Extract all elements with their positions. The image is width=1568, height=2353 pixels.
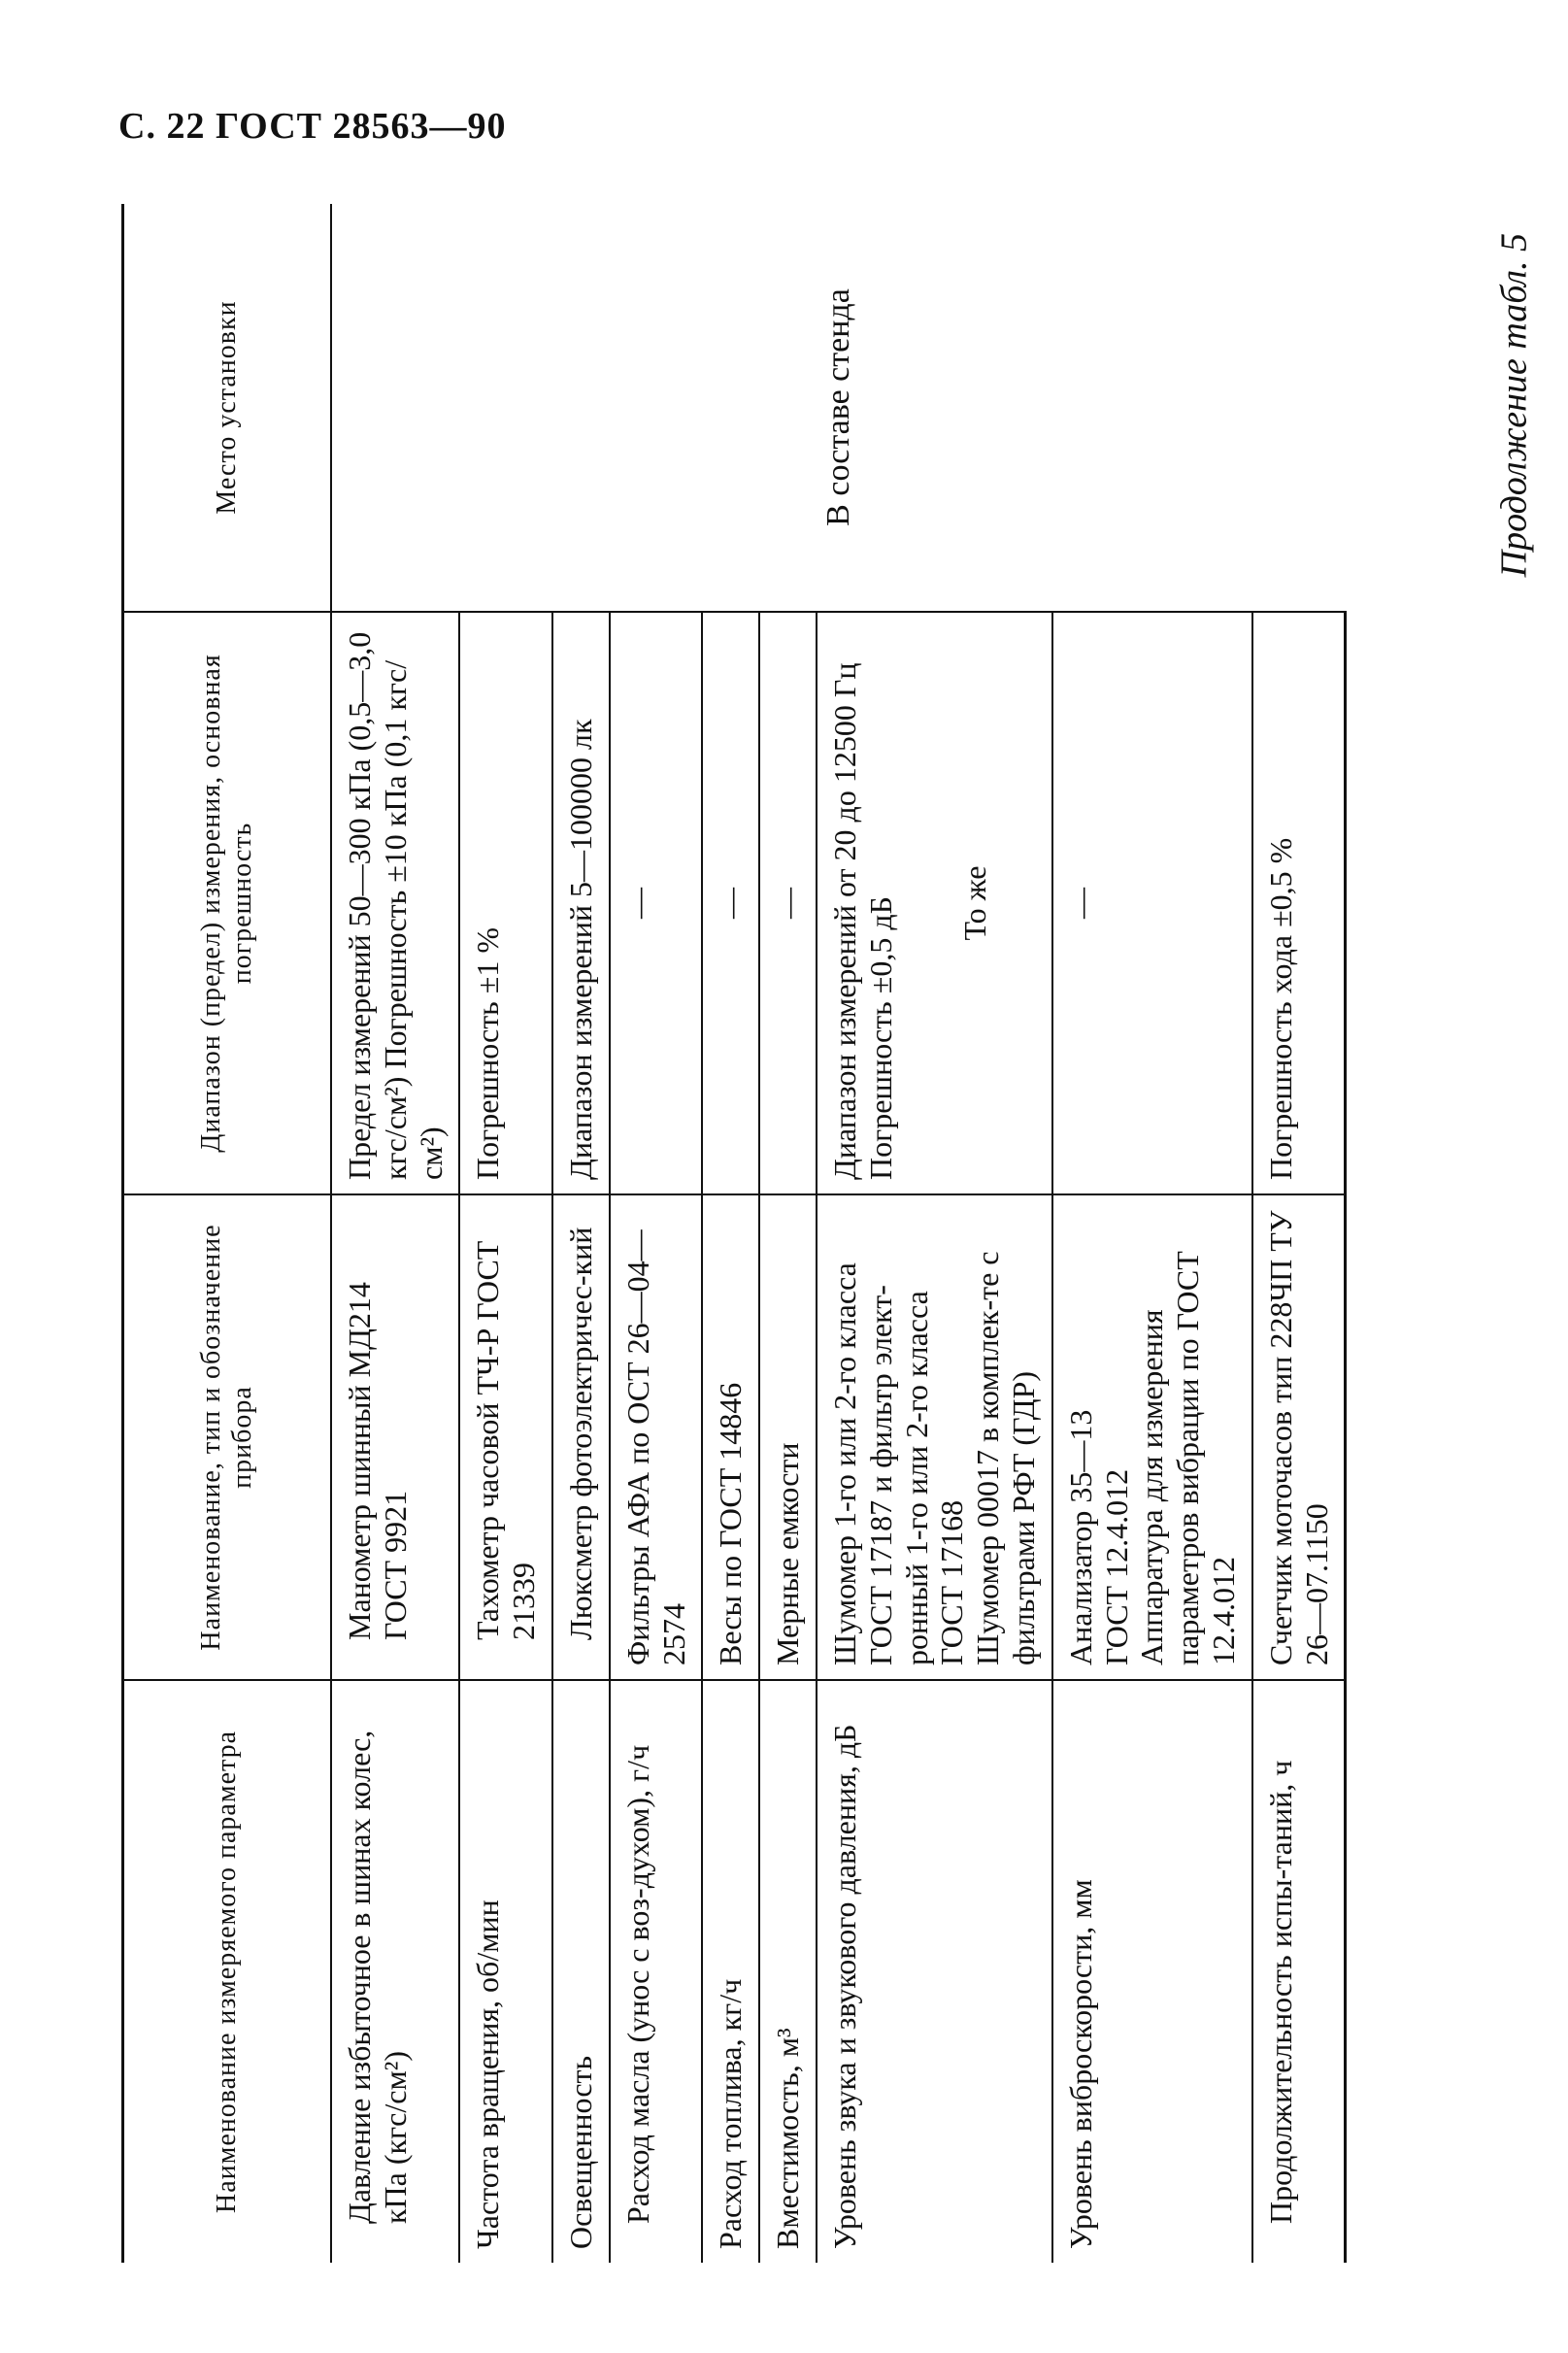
param-cell: Продолжительность испы-таний, ч (1252, 1680, 1346, 2263)
range-line: Диапазон измерений от 20 до 12500 Гц (826, 662, 862, 1180)
range-line: То же (956, 865, 992, 941)
device-cell: Весы по ГОСТ 14846 (702, 1194, 759, 1680)
table-row (331, 204, 459, 2263)
column-header-range: Диапазон (предел) измерения, основная погрешность (123, 612, 332, 1194)
device-cell: Счетчик моточасов тип 228ЧП ТУ 26—07.1150 (1252, 1194, 1346, 1680)
rotated-table-container (121, 204, 1442, 2263)
measurement-instruments-table (121, 204, 1347, 2263)
device-cell: Фильтры АФА по ОСТ 26—04—2574 (610, 1194, 703, 1680)
device-cell: Люксметр фотоэлектричес-кий (552, 1194, 610, 1680)
range-cell: Предел измерений 50—300 кПа (0,5—3,0 кгс/см²) Погрешность ±10 кПа (0,1 кгс/см²) (331, 612, 459, 1194)
param-cell: Уровень виброскорости, мм (1052, 1680, 1252, 2263)
param-cell: Освещенность (552, 1680, 610, 2263)
range-cell: Погрешность хода ±0,5 % (1252, 612, 1346, 1194)
param-cell: Частота вращения, об/мин (459, 1680, 552, 2263)
column-header-parameter: Наименование измеряемого параметра (123, 1680, 332, 2263)
device-line: ГОСТ 12.4.012 (1098, 1468, 1134, 1665)
range-cell: Погрешность ±1 % (459, 612, 552, 1194)
device-line: ГОСТ 17187 и фильтр элект-ронный 1-го или 2-го класса ГОСТ 17168 (862, 1285, 970, 1665)
device-cell (1052, 1194, 1252, 1680)
param-cell: Уровень звука и звукового давления, дБ (817, 1680, 1052, 2263)
range-cell: — (759, 612, 817, 1194)
range-cell: — (1052, 612, 1252, 1194)
page-header: С. 22 ГОСТ 28563—90 (118, 106, 507, 147)
param-cell: Расход масла (унос с воз-духом), г/ч (610, 1680, 703, 2263)
device-cell: Манометр шинный МД214 ГОСТ 9921 (331, 1194, 459, 1680)
device-line: Шумомер 00017 в комплек-те с фильтрами РФТ (ГДР) (970, 1251, 1041, 1665)
column-header-device: Наименование, тип и обозначение прибора (123, 1194, 332, 1680)
device-cell (817, 1194, 1052, 1680)
range-cell: — (702, 612, 759, 1194)
device-line: Анализатор 35—13 (1062, 1409, 1098, 1665)
device-cell: Тахометр часовой ТЧ-Р ГОСТ 21339 (459, 1194, 552, 1680)
device-cell: Мерные емкости (759, 1194, 817, 1680)
param-cell: Вместимость, м³ (759, 1680, 817, 2263)
place-cell: В составе стенда (331, 204, 1346, 612)
range-line: Погрешность ±0,5 дБ (862, 896, 898, 1180)
param-cell: Расход топлива, кг/ч (702, 1680, 759, 2263)
table-caption: Продолжение табл. 5 (1493, 233, 1534, 578)
range-cell: Диапазон измерений 5—100000 лк (552, 612, 610, 1194)
range-cell (817, 612, 1052, 1194)
param-cell: Давление избыточное в шинах колес, кПа (кгс/см²) (342, 1730, 413, 2224)
device-line: Аппаратура для измерения параметров вибрации по ГОСТ 12.4.012 (1134, 1251, 1241, 1665)
column-header-place: Место установки (123, 204, 332, 612)
device-line: Шумомер 1-го или 2-го класса (826, 1262, 862, 1665)
range-cell: — (610, 612, 703, 1194)
